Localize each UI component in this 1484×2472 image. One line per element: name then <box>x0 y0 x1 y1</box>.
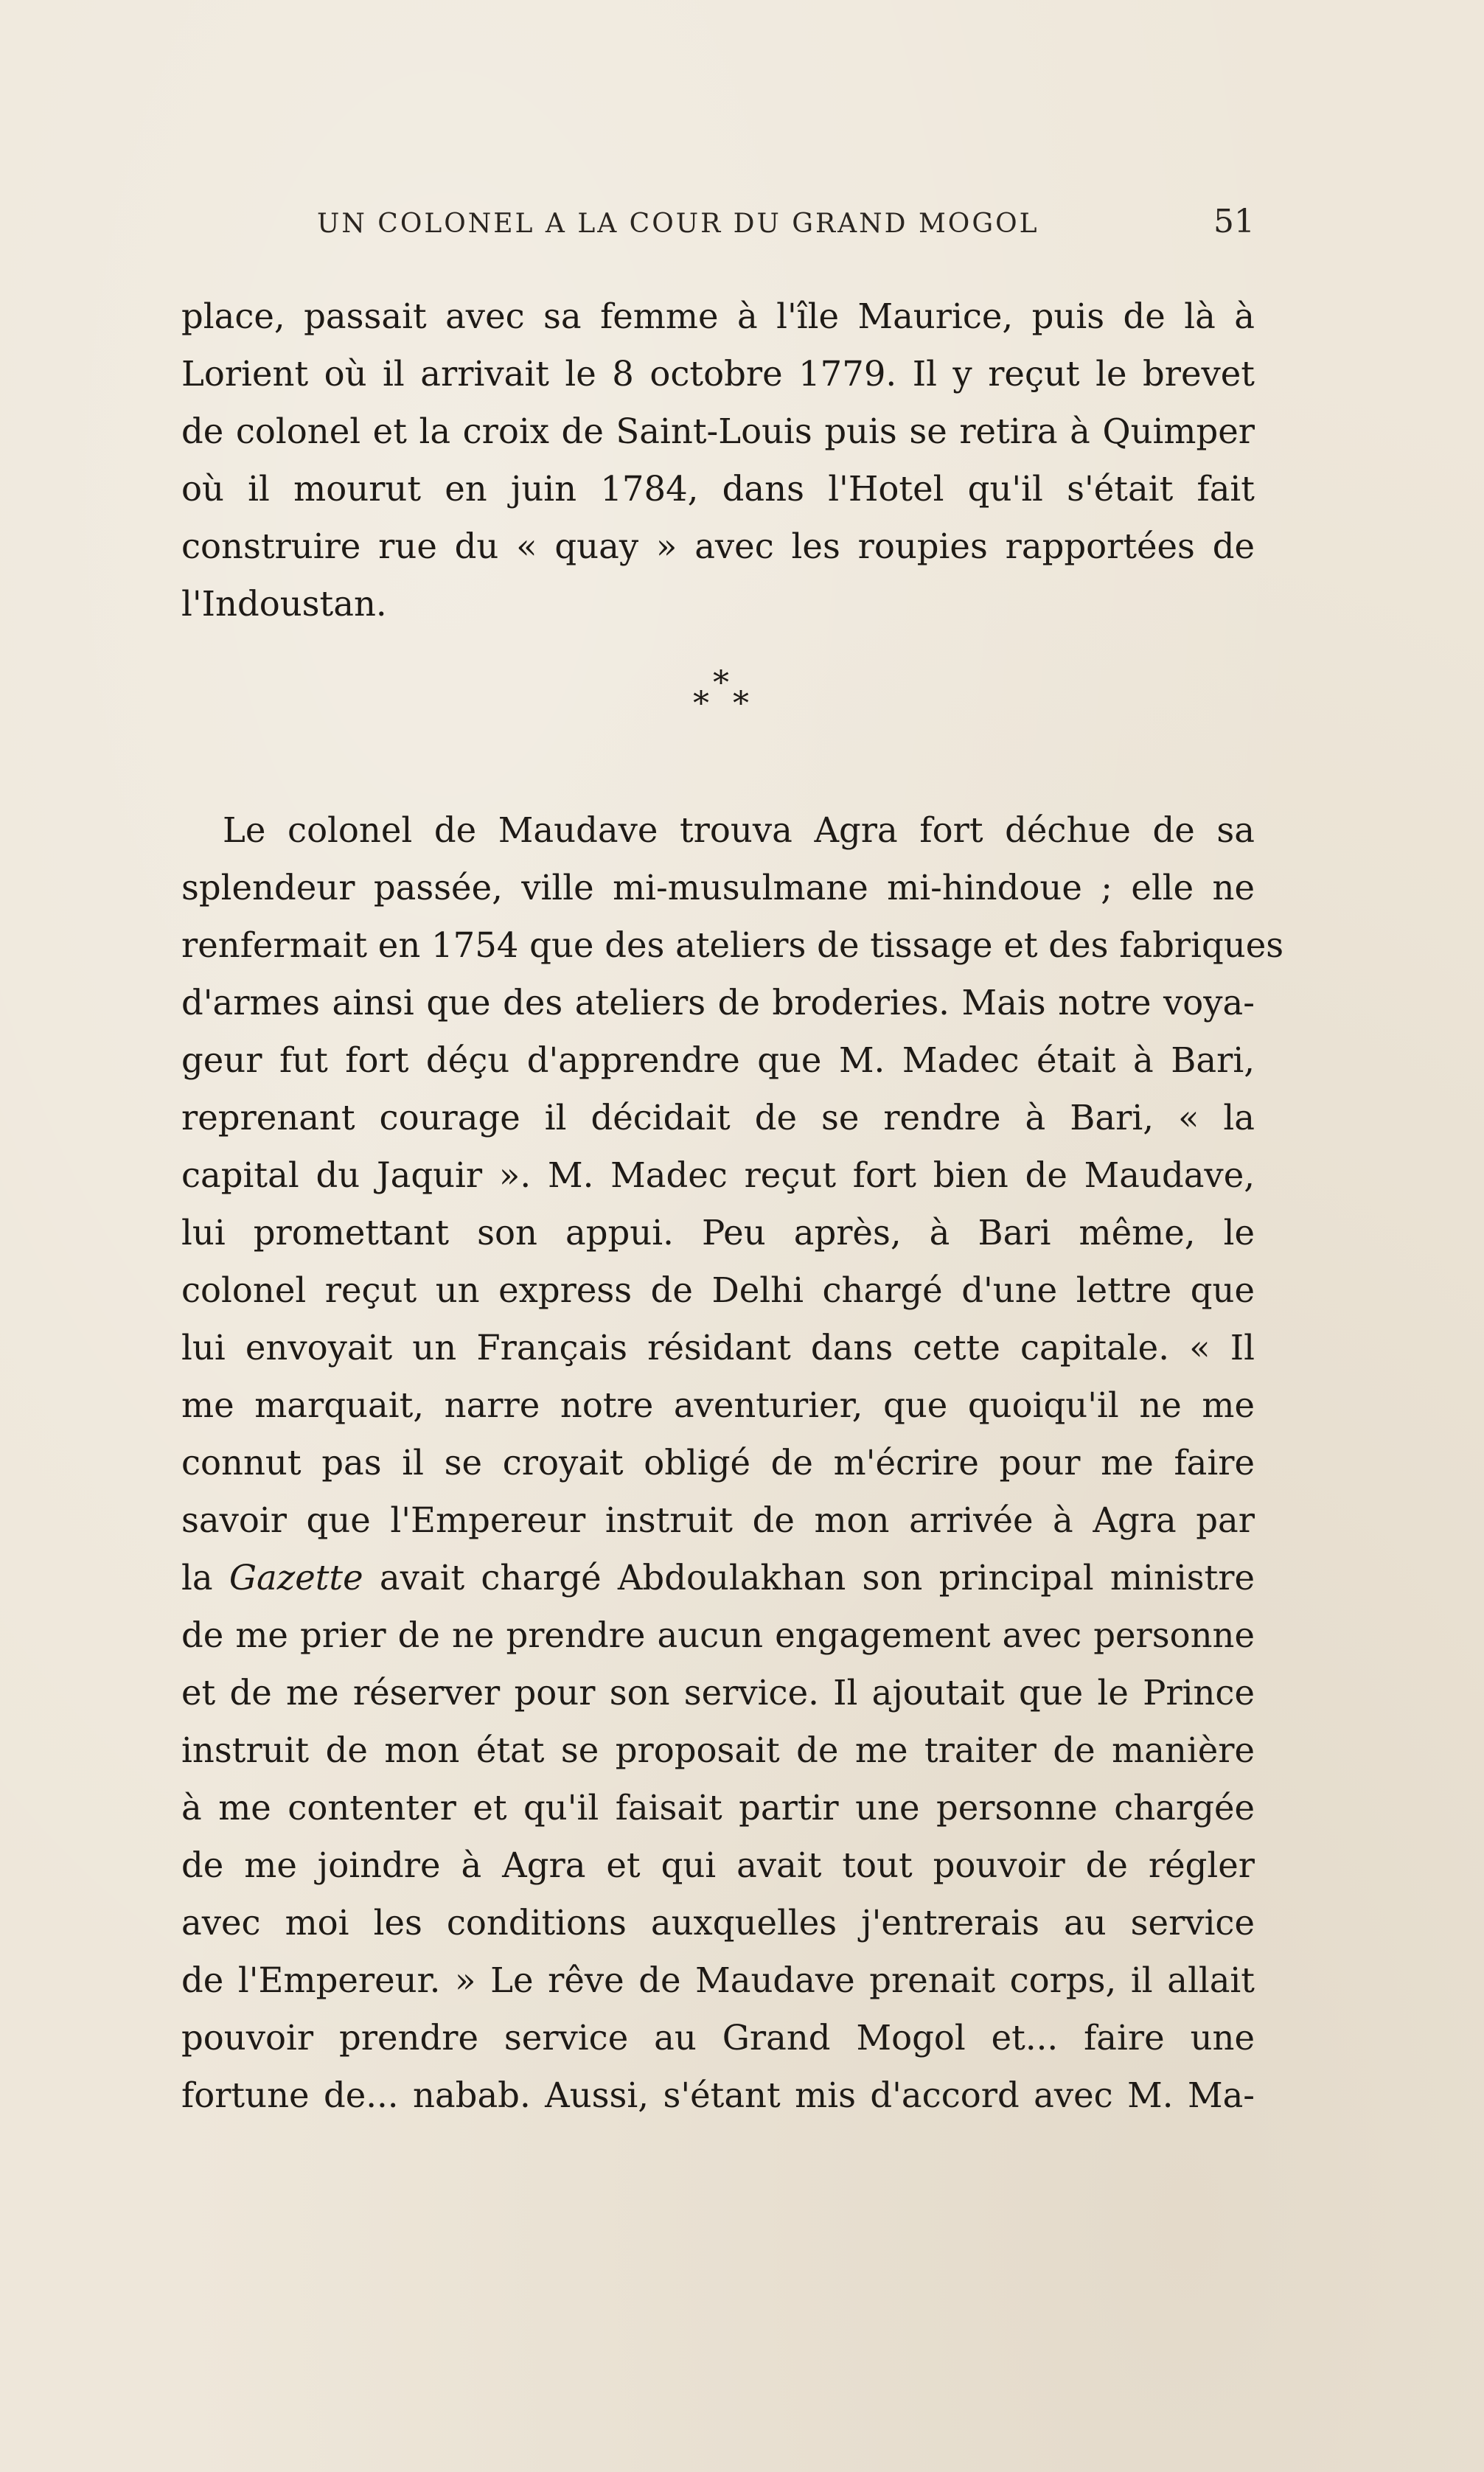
text-line: Lorient où il arrivait le 8 octobre 1779. Il y reçut le brevet <box>181 354 1255 394</box>
text-line: de l'Empereur. » Le rêve de Maudave prenait corps, il allait <box>181 1960 1255 2000</box>
text-line: d'armes ainsi que des ateliers de broderies. Mais notre voya- <box>181 983 1255 1023</box>
text-line: lui envoyait un Français résidant dans cette capitale. « Il <box>181 1328 1255 1368</box>
text-line: lui promettant son appui. Peu après, à Bari même, le <box>181 1213 1255 1253</box>
asterisk: * <box>713 664 729 702</box>
text-line: où il mourut en juin 1784, dans l'Hotel qu'il s'était fait <box>181 469 1255 509</box>
text-line: place, passait avec sa femme à l'île Maurice, puis de là à <box>181 296 1255 336</box>
asterisk: * <box>693 685 709 723</box>
text-line: de me prier de ne prendre aucun engagement avec personne <box>181 1615 1255 1655</box>
page-number: 51 <box>1213 203 1255 240</box>
text-line: savoir que l'Empereur instruit de mon arrivée à Agra par <box>181 1500 1255 1540</box>
text-line: construire rue du « quay » avec les roupies rapportées de <box>181 526 1255 566</box>
section-separator-asterism <box>693 664 752 723</box>
text-line: Le colonel de Maudave trouva Agra fort déchue de sa <box>223 810 1255 850</box>
italic-title-gazette: Gazette <box>229 1558 363 1598</box>
paragraph-2 <box>181 801 1284 2124</box>
text-line: l'Indoustan. <box>181 584 387 624</box>
text-line: de colonel et la croix de Saint-Louis puis se retira à Quimper <box>181 411 1255 451</box>
text-line: splendeur passée, ville mi-musulmane mi-hindoue ; elle ne <box>181 868 1255 908</box>
paragraph-1 <box>181 288 1255 633</box>
text-line-with-italic <box>181 1549 1255 1606</box>
text-line: reprenant courage il décidait de se rendre à Bari, « la <box>181 1098 1255 1138</box>
text-line: à me contenter et qu'il faisait partir une personne chargée <box>181 1788 1255 1828</box>
text-line: fortune de... nabab. Aussi, s'étant mis d'accord avec M. Ma- <box>181 2075 1255 2115</box>
text-line: renfermait en 1754 que des ateliers de tissage et des fabriques <box>181 925 1284 965</box>
running-title: UN COLONEL A LA COUR DU GRAND MOGOL <box>317 209 1039 239</box>
text-line: connut pas il se croyait obligé de m'écrire pour me faire <box>181 1443 1255 1483</box>
text-line: et de me réserver pour son service. Il ajoutait que le Prince <box>181 1673 1255 1713</box>
line-segment: avait chargé Abdoulakhan son principal ministre <box>363 1558 1255 1598</box>
text-line: geur fut fort déçu d'apprendre que M. Madec était à Bari, <box>181 1040 1255 1080</box>
text-line: capital du Jaquir ». M. Madec reçut fort bien de Maudave, <box>181 1155 1255 1195</box>
text-line: pouvoir prendre service au Grand Mogol et... faire une <box>181 2018 1255 2058</box>
text-line: avec moi les conditions auxquelles j'entrerais au service <box>181 1903 1255 1943</box>
text-line: colonel reçut un express de Delhi chargé d'une lettre que <box>181 1270 1255 1310</box>
line-segment: la <box>181 1558 229 1598</box>
text-line: me marquait, narre notre aventurier, que quoiqu'il ne me <box>181 1385 1255 1425</box>
text-line: instruit de mon état se proposait de me traiter de manière <box>181 1730 1255 1770</box>
text-line: de me joindre à Agra et qui avait tout pouvoir de régler <box>181 1845 1255 1885</box>
page-header <box>317 203 1255 247</box>
asterisk: * <box>733 685 749 723</box>
